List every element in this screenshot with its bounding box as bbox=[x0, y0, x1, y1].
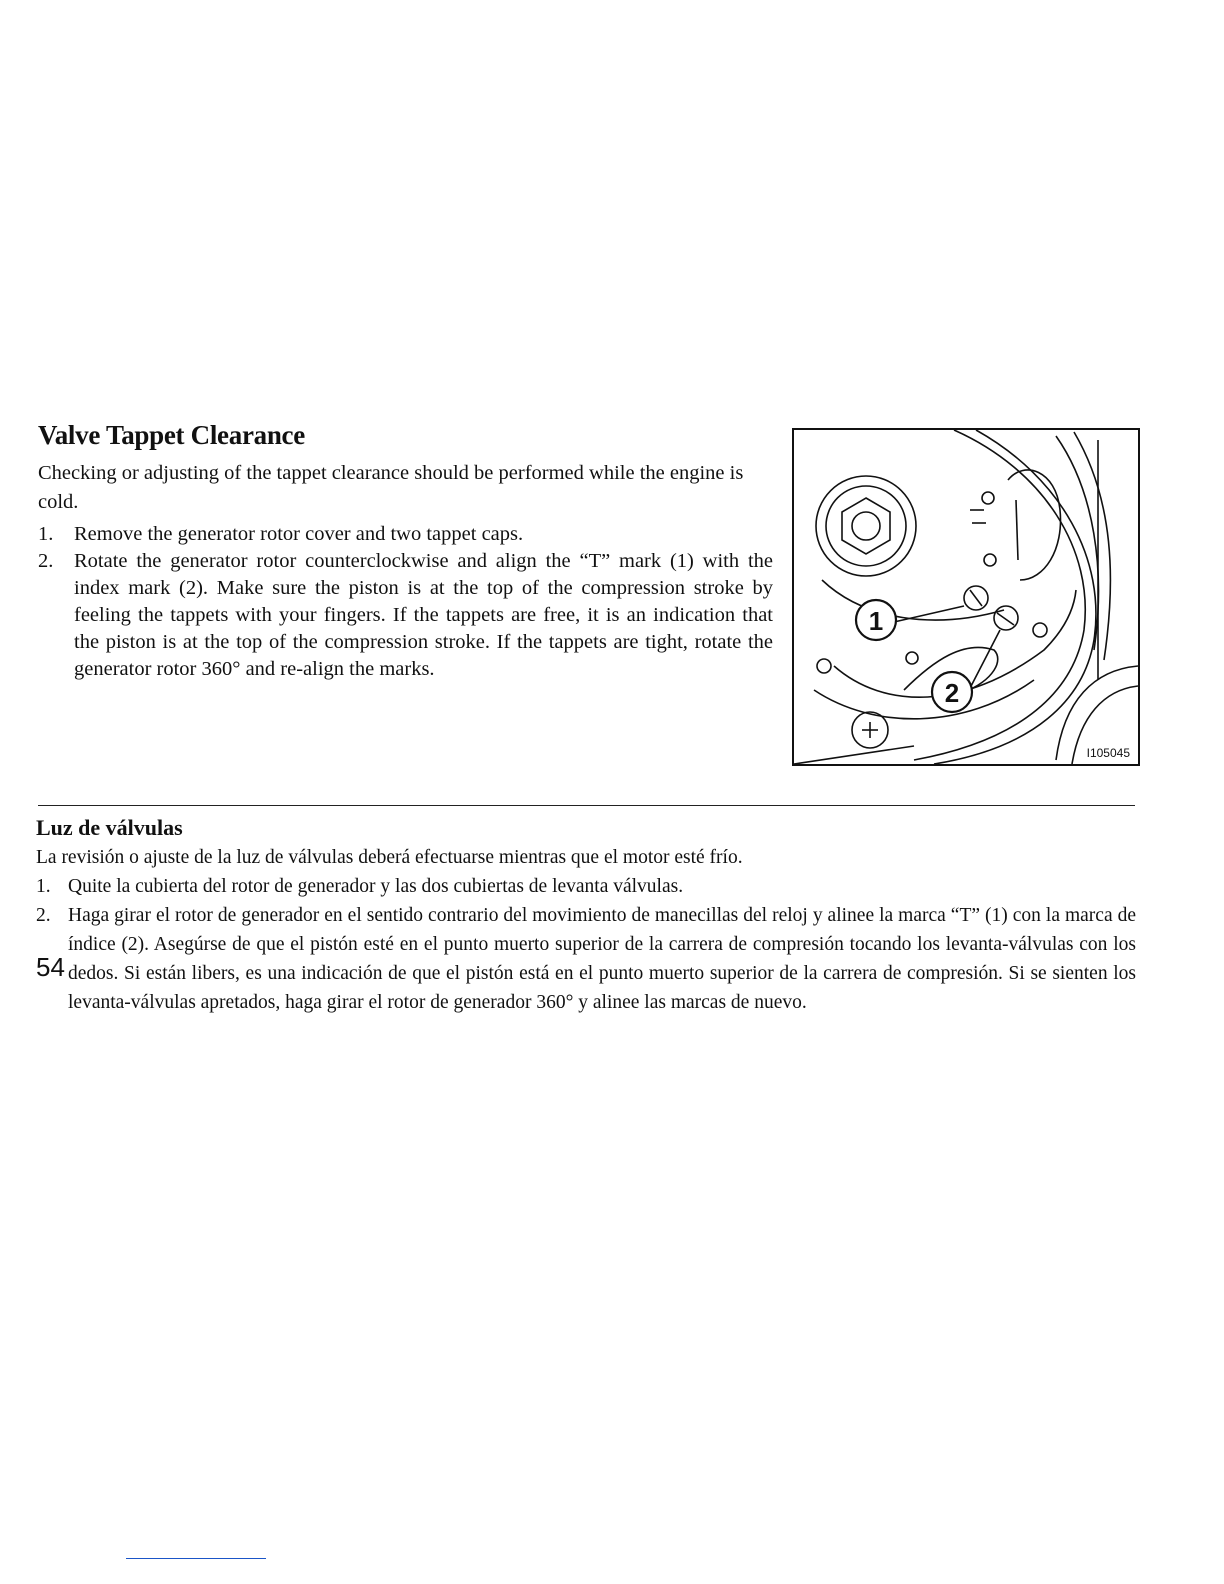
rotor-lower-arc-2 bbox=[814, 680, 1034, 719]
index-mark-slash bbox=[997, 613, 1014, 625]
bolt-hex bbox=[842, 498, 890, 554]
tappet-cap-edge bbox=[1016, 500, 1018, 560]
small-hole bbox=[906, 652, 918, 664]
generator-rotor-figure bbox=[792, 428, 1140, 766]
step-text: Haga girar el rotor de generador en el sentido contrario del movimiento de manecillas del reloj y alinee la marca “T” (1) con la marca de índice (2). Asegúrse de que el pistón esté en el punto muerto superior de la carrera de compresión tocando los levanta-válvulas con los dedos. Si están libers, es una indicación de que el pistón está en el punto muerto superior de la carrera de compresión. Si se sienten los levanta-válvulas apretados, haga girar el rotor de generador 360° y alinee las marcas de nuevo. bbox=[68, 905, 1136, 1013]
right-contour-2 bbox=[1074, 432, 1110, 660]
english-step-1 bbox=[38, 521, 773, 548]
english-step-2 bbox=[38, 548, 773, 683]
t-mark-slash bbox=[970, 590, 982, 606]
step-number: 2. bbox=[36, 905, 51, 926]
small-hole bbox=[1033, 623, 1047, 637]
spanish-step-2 bbox=[36, 901, 1136, 1017]
spanish-title: Luz de válvulas bbox=[36, 815, 183, 840]
small-hole bbox=[817, 659, 831, 673]
figure-code: I105045 bbox=[1086, 746, 1130, 760]
spanish-section bbox=[36, 815, 1136, 1017]
callout-2-label: 2 bbox=[944, 678, 960, 708]
rotor-outer-arc bbox=[914, 430, 1085, 760]
section-divider bbox=[38, 805, 1135, 806]
spanish-step-1 bbox=[36, 872, 1136, 901]
spanish-intro: La revisión o ajuste de la luz de válvulas deberá efectuarse mientras que el motor esté frío. bbox=[36, 847, 743, 868]
step-number: 1. bbox=[38, 523, 54, 545]
bolt-center bbox=[852, 512, 880, 540]
callout-1-label: 1 bbox=[868, 606, 884, 636]
english-intro: Checking or adjusting of the tappet clearance should be performed while the engine is cold. bbox=[38, 462, 744, 513]
callout-2-leader bbox=[968, 630, 1000, 692]
footer-line bbox=[126, 1558, 266, 1559]
small-hole bbox=[984, 554, 996, 566]
bottom-edge-line bbox=[794, 746, 914, 764]
step-number: 2. bbox=[38, 550, 54, 572]
rotor-illustration bbox=[794, 430, 1138, 764]
english-section bbox=[38, 420, 773, 683]
index-mark-circle bbox=[994, 606, 1018, 630]
step-number: 1. bbox=[36, 876, 51, 897]
bolt-washer-outer bbox=[816, 476, 916, 576]
small-hole bbox=[982, 492, 994, 504]
page-number: 54 bbox=[36, 952, 65, 982]
step-text: Remove the generator rotor cover and two tappet caps. bbox=[74, 523, 524, 545]
step-text: Rotate the generator rotor counterclockwise and align the “T” mark (1) with the index mark (2). Make sure the piston is at the top of the compression stroke by feeling the tappets with your fingers. If the tappets are free, it is an indication that the piston is at the top of the compression stroke. If the tappets are tight, rotate the generator rotor 360° and re-align the marks. bbox=[74, 550, 773, 680]
step-text: Quite la cubierta del rotor de generador y las dos cubiertas de levanta válvulas. bbox=[68, 876, 684, 897]
english-title: Valve Tappet Clearance bbox=[38, 420, 305, 450]
